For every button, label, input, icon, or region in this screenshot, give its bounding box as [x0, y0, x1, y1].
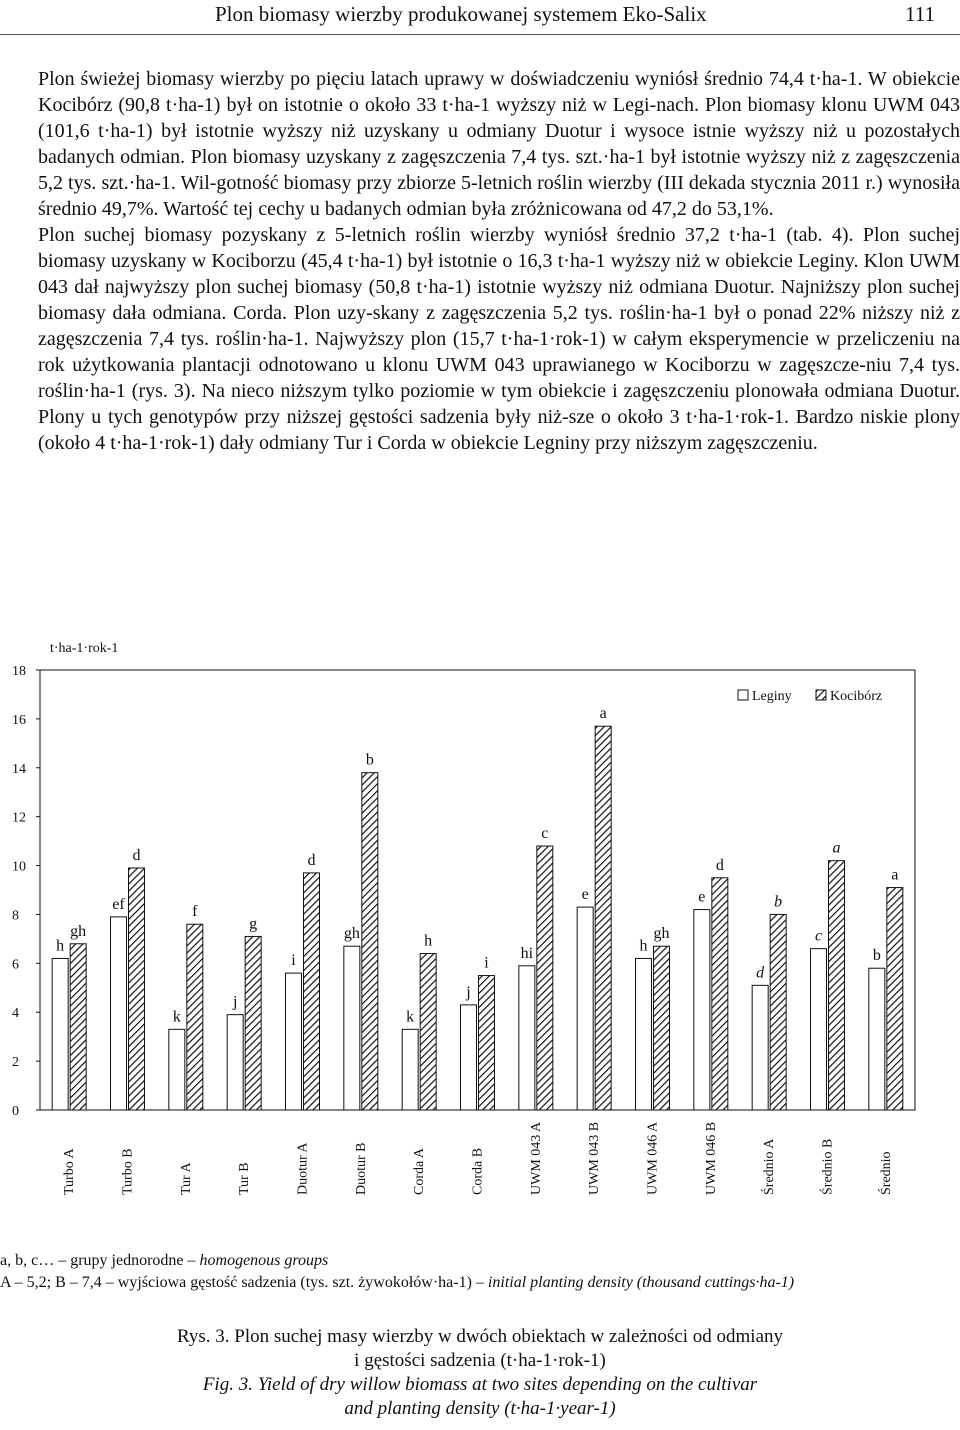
- x-tick-label: Corda B: [470, 1147, 486, 1195]
- note-groups-text: a, b, c… – grupy jednorodne –: [0, 1252, 200, 1269]
- bar-leginy: [402, 1029, 418, 1110]
- group-label: c: [541, 825, 549, 842]
- group-label: d: [756, 964, 765, 982]
- bar-leginy: [461, 1005, 477, 1110]
- group-label: j: [232, 993, 238, 1011]
- bar-kociborz: [537, 846, 553, 1110]
- x-tick-label: Turbo B: [120, 1148, 136, 1195]
- group-label: b: [365, 751, 374, 769]
- group-label: e: [698, 888, 706, 906]
- y-tick-label: 2: [12, 1055, 19, 1071]
- x-tick-label: Turbo A: [62, 1148, 78, 1195]
- bar-kociborz: [829, 861, 845, 1110]
- x-tick-label: Tur A: [178, 1162, 194, 1195]
- group-label: h: [639, 937, 648, 955]
- bar-leginy: [752, 985, 768, 1110]
- bar-kociborz: [712, 878, 728, 1110]
- body-text: [38, 66, 960, 456]
- bar-kociborz: [245, 936, 261, 1110]
- group-label: c: [814, 927, 823, 945]
- group-label: i: [291, 952, 296, 970]
- note-density-english: initial planting density (thousand cuttings·ha-1): [487, 1274, 795, 1291]
- bar-leginy: [227, 1015, 243, 1110]
- x-tick-label: Duotur B: [353, 1142, 369, 1195]
- running-title: Plon biomasy wierzby produkowanej systemem Eko-Salix: [215, 2, 707, 26]
- x-tick-label: Średnio A: [762, 1138, 778, 1195]
- bar-kociborz: [362, 773, 378, 1110]
- bar-leginy: [169, 1029, 185, 1110]
- bar-leginy: [869, 968, 885, 1110]
- y-tick-label: 10: [12, 859, 26, 875]
- x-tick-label: Tur B: [237, 1162, 253, 1195]
- group-label: b: [872, 947, 881, 965]
- caption-en-line1: Fig. 3. Yield of dry willow biomass at two sites depending on the cultivar: [202, 1374, 758, 1395]
- bar-kociborz: [187, 924, 203, 1110]
- group-label: i: [484, 954, 489, 972]
- group-label: d: [307, 851, 316, 869]
- x-tick-label: UWM 043 A: [528, 1121, 544, 1195]
- paragraph-1: Plon świeżej biomasy wierzby po pięciu latach uprawy w doświadczeniu wyniósł średnio 74,4 t·ha-1. W obiekcie Kocibórz (90,8 t·ha-1) był on istotnie o około 33 t·ha-1 wyższy niż w Legi-nach. Plon biomasy klonu UWM 043 (101,6 t·ha-1) był istotnie wyższy niż uzyskany u odmiany Duotur i wysoce istnie wyższy niż u pozostałych badanych odmian. Plon biomasy uzyskany z zagęszczenia 7,4 tys. szt.·ha-1 był istotnie wyższy niż z zagęszczenia 5,2 tys. szt.·ha-1. Wil-gotność biomasy przy zbiorze 5-letnich roślin wierzby (III dekada stycznia 2011 r.) wynosiła średnio 49,7%. Wartość tej cechy u badanych odmian była zróżnicowana od 47,2 do 53,1%.: [38, 68, 960, 220]
- group-label: b: [774, 893, 783, 911]
- bar-leginy: [694, 910, 710, 1110]
- y-tick-label: 12: [12, 810, 26, 826]
- group-label: k: [172, 1008, 181, 1026]
- figure-notes: [0, 1250, 960, 1294]
- note-groups: [0, 1250, 960, 1272]
- paragraph-2: Plon suchej biomasy pozyskany z 5-letnich roślin wierzby wyniósł średnio 37,2 t·ha-1 (tab. 4). Plon suchej biomasy uzyskany w Kociborzu (45,4 t·ha-1) był istotnie o 16,3 t·ha-1 wyższy niż w obiekcie Leginy. Klon UWM 043 dał najwyższy plon suchej biomasy (50,8 t·ha-1) istotnie wyższy niż odmiana Duotur. Najniższy plon suchej biomasy dała odmiana. Corda. Plon uzy-skany z zagęszczenia 5,2 tys. roślin·ha-1 był o ponad 22% niższy niż z zagęszczenia 7,4 tys. roślin·ha-1. Najwyższy plon (15,7 t·ha-1·rok-1) w całym eksperymencie w przeliczeniu na rok użytkowania plantacji odnotowano u klonu UWM 043 uprawianego w Kociborzu w zagęszcze-niu 7,4 tys. roślin·ha-1 (rys. 3). Na nieco niższym tylko poziomie w tym obiekcie i zagęszczeniu plonowała odmiana Duotur. Plony u tych genotypów przy niższej gęstości sadzenia były niż-sze o około 3 t·ha-1·rok-1. Bardzo niskie plony (około 4 t·ha-1·rok-1) dały odmiany Tur i Corda w obiekcie Legniny przy niższym zagęszczeniu.: [38, 224, 960, 454]
- page-header: [0, 0, 960, 38]
- x-tick-label: Średnio B: [820, 1138, 836, 1195]
- bar-kociborz: [595, 726, 611, 1110]
- bar-kociborz: [887, 888, 903, 1110]
- group-label: j: [466, 983, 471, 1001]
- group-label: g: [249, 915, 258, 933]
- caption-pl-line2: i gęstości sadzenia (t·ha-1·rok-1): [354, 1350, 606, 1371]
- bar-leginy: [636, 958, 652, 1110]
- x-tick-label: UWM 046 A: [645, 1121, 661, 1195]
- y-tick-label: 4: [12, 1006, 19, 1022]
- group-label: d: [715, 856, 724, 874]
- bar-leginy: [111, 917, 127, 1110]
- bar-kociborz: [420, 954, 436, 1110]
- caption-en-line2: and planting density (t·ha-1·year-1): [344, 1398, 616, 1419]
- bar-leginy: [286, 973, 302, 1110]
- group-label: a: [599, 705, 607, 723]
- bar-kociborz: [770, 914, 786, 1110]
- group-label: h: [56, 937, 65, 955]
- bar-kociborz: [304, 873, 320, 1110]
- group-label: gh: [343, 925, 360, 943]
- bar-leginy: [344, 946, 360, 1110]
- group-label: a: [891, 866, 899, 884]
- bar-kociborz: [654, 946, 670, 1110]
- bar-kociborz: [479, 976, 495, 1110]
- header-rule: [0, 34, 960, 35]
- group-label: f: [192, 903, 198, 921]
- x-tick-label: UWM 046 B: [703, 1121, 719, 1195]
- y-tick-label: 6: [12, 957, 19, 973]
- bar-kociborz: [70, 944, 86, 1110]
- x-tick-label: Średnio: [878, 1151, 894, 1195]
- group-label: gh: [653, 925, 670, 943]
- y-tick-label: 18: [12, 664, 26, 679]
- group-label: k: [406, 1008, 415, 1026]
- figure-caption: [0, 1325, 960, 1421]
- group-label: gh: [70, 922, 87, 940]
- page-number: 111: [905, 2, 935, 26]
- y-tick-label: 14: [12, 761, 26, 777]
- group-label: hi: [520, 944, 534, 962]
- y-tick-label: 8: [12, 908, 19, 924]
- group-label: a: [832, 839, 841, 857]
- legend-swatch-kociborz: [816, 690, 826, 700]
- group-label: d: [132, 847, 141, 864]
- x-tick-label: Duotur A: [295, 1142, 311, 1195]
- group-label: ef: [112, 895, 125, 913]
- y-tick-label: 16: [12, 712, 26, 728]
- bar-leginy: [577, 907, 593, 1110]
- bar-kociborz: [129, 868, 145, 1110]
- bar-leginy: [52, 958, 68, 1110]
- x-tick-label: UWM 043 B: [587, 1121, 603, 1195]
- x-tick-label: Corda A: [412, 1147, 428, 1195]
- legend-label-leginy: Leginy: [752, 689, 792, 704]
- caption-pl-line1: Rys. 3. Plon suchej masy wierzby w dwóch obiektach w zależności od odmiany: [176, 1326, 784, 1347]
- group-label: h: [424, 932, 433, 950]
- group-label: e: [581, 886, 589, 904]
- legend-label-kociborz: Kocibórz: [830, 689, 883, 704]
- y-tick-label: 0: [12, 1104, 19, 1119]
- bar-leginy: [811, 949, 827, 1110]
- bar-chart: [0, 630, 960, 1220]
- bar-leginy: [519, 966, 535, 1110]
- y-axis-label: t·ha-1·rok-1: [50, 641, 119, 656]
- note-density-text: A – 5,2; B – 7,4 – wyjściowa gęstość sadzenia (tys. szt. żywokołów·ha-1) –: [0, 1274, 488, 1291]
- legend-swatch-leginy: [738, 690, 748, 700]
- note-density: [0, 1272, 960, 1294]
- note-groups-english: homogenous groups: [199, 1252, 329, 1269]
